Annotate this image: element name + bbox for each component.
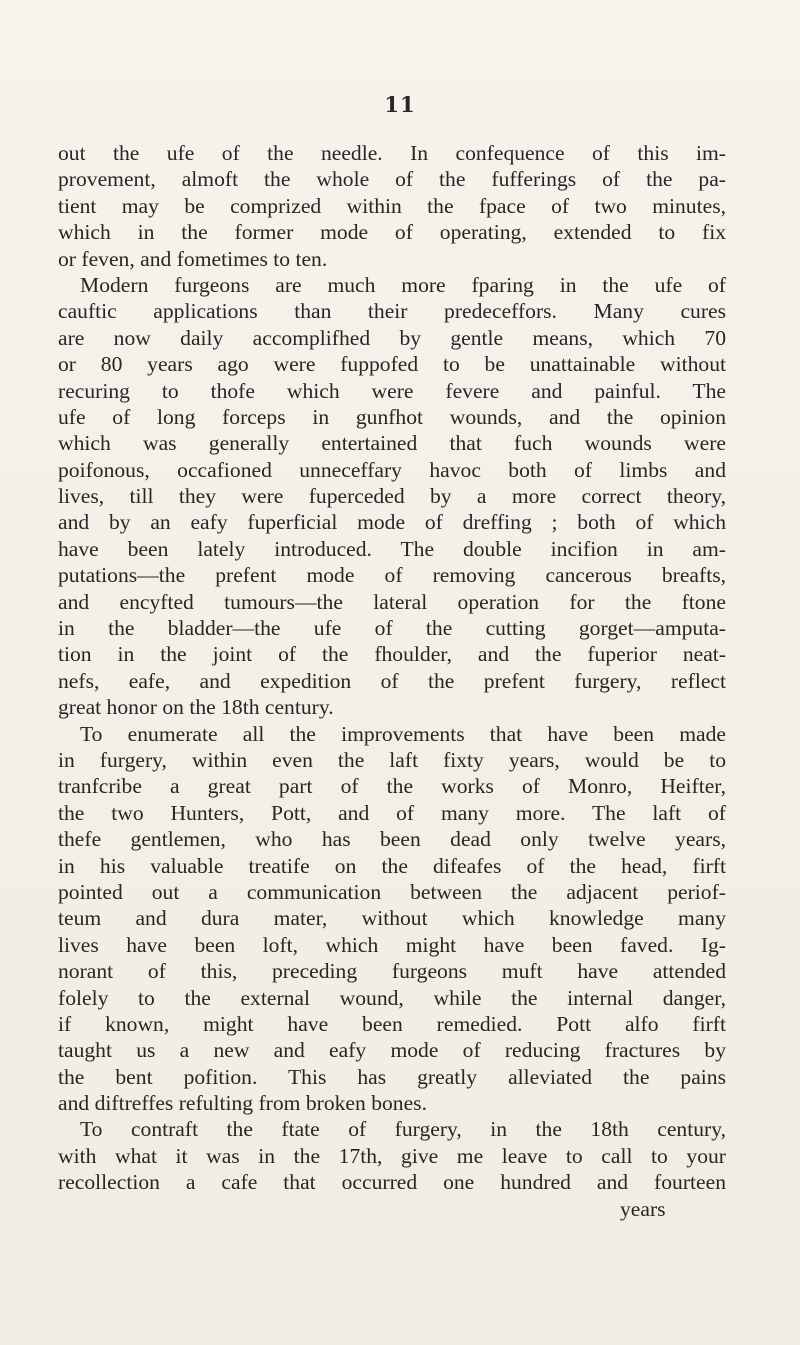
text-line: in the bladder—the ufe of the cutting gorget—amputa- <box>58 616 726 641</box>
text-line: Modern furgeons are much more fparing in the ufe of <box>80 272 726 297</box>
page-number: 11 <box>384 92 416 117</box>
text-line: norant of this, preceding furgeons muft have attended <box>58 959 726 984</box>
text-line: and diftreffes refulting from broken bones. <box>58 1091 427 1116</box>
catchword: years <box>620 1197 666 1221</box>
text-line: To contraft the ftate of furgery, in the 18th century, <box>80 1117 726 1142</box>
text-line: tranfcribe a great part of the works of Monro, Heifter, <box>58 774 726 799</box>
text-line: which in the former mode of operating, extended to fix <box>58 220 726 245</box>
text-line: putations—the prefent mode of removing cancerous breafts, <box>58 563 726 588</box>
text-line: in furgery, within even the laft fixty years, would be to <box>58 747 726 772</box>
text-line: provement, almoft the whole of the fufferings of the pa- <box>58 167 726 192</box>
text-line: taught us a new and eafy mode of reducing fractures by <box>58 1038 726 1063</box>
text-line: pointed out a communication between the adjacent periof- <box>58 879 726 904</box>
text-line: To enumerate all the improvements that have been made <box>80 721 726 746</box>
text-line: lives, till they were fuperceded by a more correct theory, <box>58 484 726 509</box>
text-line: are now daily accomplifhed by gentle means, which 70 <box>58 325 726 350</box>
text-line: cauftic applications than their predeceffors. Many cures <box>58 299 726 324</box>
text-line: folely to the external wound, while the internal danger, <box>58 985 726 1010</box>
text-line: if known, might have been remedied. Pott alfo firft <box>58 1011 726 1036</box>
body-text <box>58 140 726 1196</box>
text-line: in his valuable treatife on the difeafes of the head, firft <box>58 853 726 878</box>
text-line: or feven, and fometimes to ten. <box>58 246 328 271</box>
text-line: the bent pofition. This has greatly alleviated the pains <box>58 1064 726 1089</box>
text-line: and encyfted tumours—the lateral operation for the ftone <box>58 589 726 614</box>
text-line: ufe of long forceps in gunfhot wounds, and the opinion <box>58 404 726 429</box>
text-line: with what it was in the 17th, give me leave to call to your <box>58 1143 726 1168</box>
text-line: have been lately introduced. The double incifion in am- <box>58 536 726 561</box>
text-line: recuring to thofe which were fevere and painful. The <box>58 378 726 403</box>
text-line: tion in the joint of the fhoulder, and the fuperior neat- <box>58 642 726 667</box>
text-line: lives have been loft, which might have been faved. Ig- <box>58 932 726 957</box>
text-line: nefs, eafe, and expedition of the prefent furgery, reflect <box>58 668 726 693</box>
text-line: tient may be comprized within the fpace of two minutes, <box>58 193 726 218</box>
text-line: great honor on the 18th century. <box>58 695 334 720</box>
text-line: and by an eafy fuperficial mode of dreffing ; both of which <box>58 510 726 535</box>
text-line: which was generally entertained that fuch wounds were <box>58 431 726 456</box>
text-line: or 80 years ago were fuppofed to be unattainable without <box>58 352 726 377</box>
text-line: teum and dura mater, without which knowledge many <box>58 906 726 931</box>
text-line: recollection a cafe that occurred one hundred and fourteen <box>58 1170 726 1195</box>
text-line: poifonous, occafioned unneceffary havoc both of limbs and <box>58 457 726 482</box>
text-line: out the ufe of the needle. In confequence of this im- <box>58 141 726 165</box>
text-line: thefe gentlemen, who has been dead only twelve years, <box>58 827 726 852</box>
text-line: the two Hunters, Pott, and of many more. The laft of <box>58 800 726 825</box>
